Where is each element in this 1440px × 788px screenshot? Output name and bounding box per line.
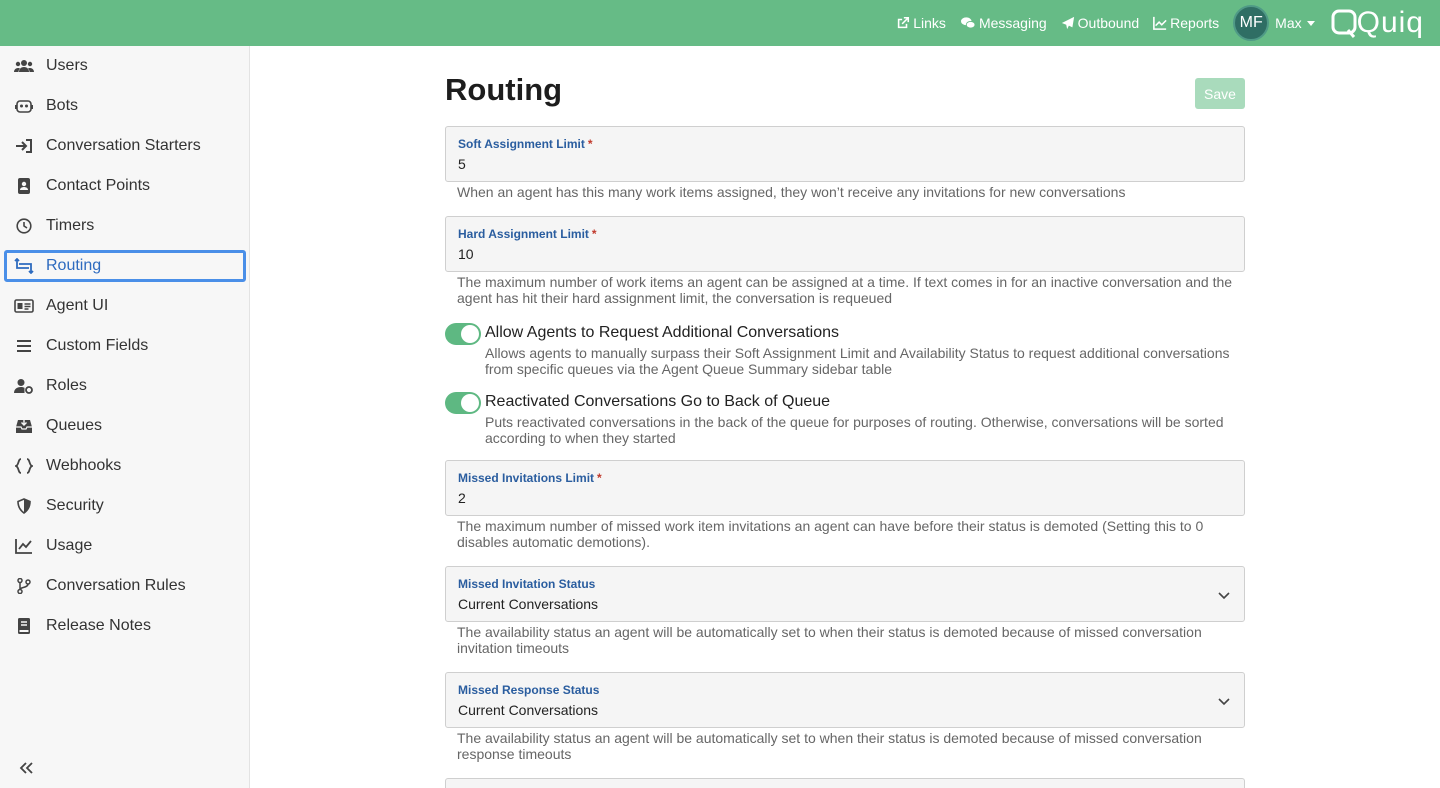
bars-icon [14,336,34,356]
user-menu[interactable] [1233,5,1314,41]
address-book-icon [14,176,34,196]
next-field-partial[interactable] [445,778,1245,788]
sidebar-item-queues[interactable] [4,410,246,442]
nav-links-label: Links [913,15,946,31]
field-value: Current Conversations [458,596,599,612]
field-value: 5 [458,156,466,172]
field-value: Current Conversations [458,702,599,718]
field-label: Soft Assignment Limit * [458,137,593,151]
field-label: Missed Invitation Status [458,577,596,591]
robot-icon [14,96,34,116]
hard-assignment-limit-field[interactable] [445,216,1245,272]
nav-reports[interactable] [1153,15,1219,31]
sidebar-item-contact-points[interactable] [4,170,246,202]
chart-icon [1153,16,1167,30]
sidebar-item-label: Roles [46,377,87,394]
nav-messaging[interactable] [960,15,1047,31]
soft-assignment-limit-help: When an agent has this many work items assigned, they won’t receive any invitations for new conversations [457,184,1126,200]
sidebar-item-label: Timers [46,217,95,234]
sidebar-item-label: Release Notes [46,617,151,634]
clock-icon [14,216,34,236]
missed-response-status-select[interactable] [445,672,1245,728]
chevron-down-icon [1218,587,1230,605]
caret-down-icon [1307,21,1315,26]
missed-invitations-limit-field[interactable] [445,460,1245,516]
double-chevron-left-icon[interactable] [14,756,38,780]
sidebar-item-agent-ui[interactable] [4,290,246,322]
toggle-knob [461,394,479,412]
missed-invitation-status-help: The availability status an agent will be automatically set to when their status is demoted because of missed conversation invitation timeouts [457,624,1202,656]
top-bar [0,0,1440,46]
sidebar-item-label: Custom Fields [46,337,149,354]
hard-assignment-limit-help: The maximum number of work items an agent can be assigned at a time. If text comes in for an inactive conversation and the agent has hit their hard assignment limit, the conversation is requeued [457,274,1233,306]
avatar: MF [1233,5,1269,41]
quiq-logo [1331,6,1424,40]
chevron-down-icon [1218,693,1230,711]
sidebar-item-label: Conversation Rules [46,577,186,594]
routing-icon [14,256,34,276]
quiq-logo-mark [1331,8,1357,38]
sidebar-item-release-notes[interactable] [4,610,246,642]
sidebar-item-conversation-starters[interactable] [4,130,246,162]
book-icon [14,616,34,636]
sidebar-item-routing[interactable] [4,250,246,282]
sidebar [0,46,250,788]
paper-plane-icon [1061,16,1075,30]
shield-icon [14,496,34,516]
sidebar-item-security[interactable] [4,490,246,522]
user-name: Max [1275,15,1302,31]
sidebar-item-label: Users [46,57,88,74]
code-branch-icon [14,576,34,596]
sidebar-item-label: Contact Points [46,177,151,194]
missed-invitation-status-select[interactable] [445,566,1245,622]
sidebar-item-label: Security [46,497,104,514]
sidebar-item-label: Usage [46,537,93,554]
sidebar-item-roles[interactable] [4,370,246,402]
users-icon [14,56,34,76]
sidebar-item-users[interactable] [4,50,246,82]
nav-reports-label: Reports [1170,15,1220,31]
sidebar-item-conversation-rules[interactable] [4,570,246,602]
sidebar-item-label: Agent UI [46,297,109,314]
sidebar-item-timers[interactable] [4,210,246,242]
field-label: Missed Invitations Limit * [458,471,602,485]
id-card-icon [14,296,34,316]
sidebar-item-usage[interactable] [4,530,246,562]
chat-icon [960,16,976,30]
external-link-icon [896,16,910,30]
reactivated-title: Reactivated Conversations Go to Back of Queue [485,393,831,410]
allow-request-desc: Allows agents to manually surpass their Soft Assignment Limit and Availability Status to request additional conversations from specific queues via the Agent Queue Summary sidebar table [485,345,1230,377]
main-content [250,46,1440,788]
toggle-knob [461,325,479,343]
nav-messaging-label: Messaging [978,15,1047,31]
sidebar-item-webhooks[interactable] [4,450,246,482]
soft-assignment-limit-field[interactable] [445,126,1245,182]
user-cog-icon [14,376,34,396]
field-value: 10 [458,246,474,262]
nav-links[interactable] [896,15,946,31]
sidebar-item-label: Bots [46,97,79,114]
field-label: Hard Assignment Limit * [458,227,597,241]
sidebar-item-label: Routing [46,257,102,274]
nav-outbound-label: Outbound [1077,15,1140,31]
inbox-icon [14,416,34,436]
reactivated-desc: Puts reactivated conversations in the back of the queue for purposes of routing. Otherwise, conversations will be sorted according to when they started [485,414,1224,446]
nav-outbound[interactable] [1061,15,1140,31]
page-title: Routing [445,72,563,107]
line-chart-icon [14,536,34,556]
braces-icon [14,456,34,476]
sign-in-icon [14,136,34,156]
sidebar-item-custom-fields[interactable] [4,330,246,362]
missed-invitations-limit-help: The maximum number of missed work item invitations an agent can have before their status is demoted (Setting this to 0 disables automatic demotions). [457,518,1204,550]
sidebar-item-label: Conversation Starters [46,137,201,154]
sidebar-item-bots[interactable] [4,90,246,122]
logo-text: Quiq [1356,6,1424,39]
field-label: Missed Response Status [458,683,600,697]
sidebar-item-label: Queues [46,417,103,434]
reactivated-toggle[interactable] [445,392,481,414]
allow-request-toggle[interactable] [445,323,481,345]
save-button[interactable]: Save [1195,78,1245,109]
missed-response-status-help: The availability status an agent will be automatically set to when their status is demoted because of missed conversation response timeouts [457,730,1202,762]
allow-request-title: Allow Agents to Request Additional Conversations [485,324,839,341]
field-value: 2 [458,490,466,506]
sidebar-item-label: Webhooks [46,457,122,474]
